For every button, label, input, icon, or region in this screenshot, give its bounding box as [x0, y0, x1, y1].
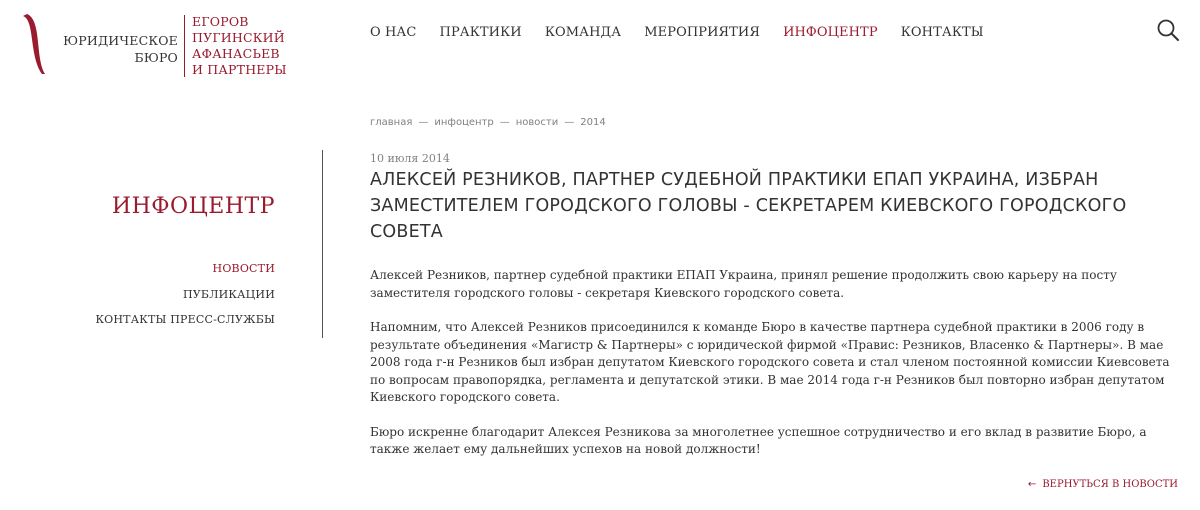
logo-left-line-2: БЮРО — [134, 50, 178, 65]
logo-right-line-2: ПУГИНСКИЙ — [192, 30, 285, 45]
article-date: 10 июля 2014 — [370, 152, 450, 165]
article-paragraph: Напомним, что Алексей Резников присоединился к команде Бюро в качестве партнера судебной практики в 2006 году в результате объединения «Магистр & Партнеры» с юридической фирмой «Правис: Резников, Власенко & Партнеры». В мае 2008 года г-н Резников был избран депутатом Киевского городского совета и стал членом постоянной комиссии Киевсовета по вопросам правопорядка, регламента и депутатской этики. В мае 2014 года г-н Резников был повторно избран депутатом Киевского городского совета. — [370, 320, 1170, 404]
breadcrumb-infocenter[interactable]: инфоцентр — [434, 117, 494, 128]
nav-item-contacts[interactable]: КОНТАКТЫ — [900, 25, 984, 40]
sidebar-divider — [322, 150, 323, 338]
logo-left-line-1: ЮРИДИЧЕСКОЕ — [63, 33, 178, 48]
nav-item-team[interactable]: КОМАНДА — [544, 25, 622, 40]
logo-right-line-4: И ПАРТНЕРЫ — [192, 62, 287, 77]
arrow-left-icon: ← — [1027, 479, 1037, 490]
article-body — [370, 267, 1170, 476]
back-to-news-link[interactable] — [1028, 479, 1178, 490]
breadcrumb-news[interactable]: новости — [515, 117, 559, 128]
nav-item-about[interactable]: О НАС — [370, 25, 417, 40]
logo-left-text — [48, 32, 178, 66]
search-button[interactable] — [1156, 18, 1180, 42]
back-to-news-label: ВЕРНУТЬСЯ В НОВОСТИ — [1042, 479, 1178, 490]
breadcrumb-separator: — — [418, 117, 429, 128]
logo-divider — [184, 15, 185, 77]
article-paragraph: Алексей Резников, партнер судебной практики ЕПАП Украина, принял решение продолжить свою карьеру на посту заместителя городского головы - секретаря Киевского городского совета. — [370, 268, 1117, 300]
article-title: АЛЕКСЕЙ РЕЗНИКОВ, ПАРТНЕР СУДЕБНОЙ ПРАКТИКИ ЕПАП УКРАИНА, ИЗБРАН ЗАМЕСТИТЕЛЕМ ГОРОДСКОГО ГОЛОВЫ - СЕКРЕТАРЕМ КИЕВСКОГО ГОРОДСКОГО СОВЕТА — [370, 170, 1127, 242]
sidebar-item-publications[interactable]: ПУБЛИКАЦИИ — [182, 287, 275, 301]
logo-right-line-3: АФАНАСЬЕВ — [192, 46, 280, 61]
breadcrumb-separator: — — [499, 117, 510, 128]
main-nav — [370, 21, 1002, 39]
breadcrumb-current: 2014 — [580, 117, 606, 128]
nav-item-events[interactable]: МЕРОПРИЯТИЯ — [644, 25, 760, 40]
sidebar-item-news[interactable]: НОВОСТИ — [212, 262, 275, 275]
nav-item-practices[interactable]: ПРАКТИКИ — [439, 25, 522, 40]
nav-item-infocenter[interactable]: ИНФОЦЕНТР — [783, 25, 878, 40]
logo-right-text — [192, 14, 332, 78]
article-paragraph: Бюро искренне благодарит Алексея Резникова за многолетнее успешное сотрудничество и его вклад в развитие Бюро, а также желает ему дальнейших успехов на новой должности! — [370, 424, 1147, 456]
breadcrumb — [370, 117, 606, 128]
sidebar-menu — [0, 256, 275, 333]
logo-mark-icon — [20, 14, 46, 76]
sidebar-item-press-contacts[interactable]: КОНТАКТЫ ПРЕСС-СЛУЖБЫ — [95, 313, 275, 326]
breadcrumb-home[interactable]: главная — [370, 117, 413, 128]
logo-right-line-1: ЕГОРОВ — [192, 14, 249, 29]
search-icon — [1156, 18, 1180, 42]
breadcrumb-separator: — — [564, 117, 575, 128]
sidebar-title: ИНФОЦЕНТР — [111, 194, 275, 219]
